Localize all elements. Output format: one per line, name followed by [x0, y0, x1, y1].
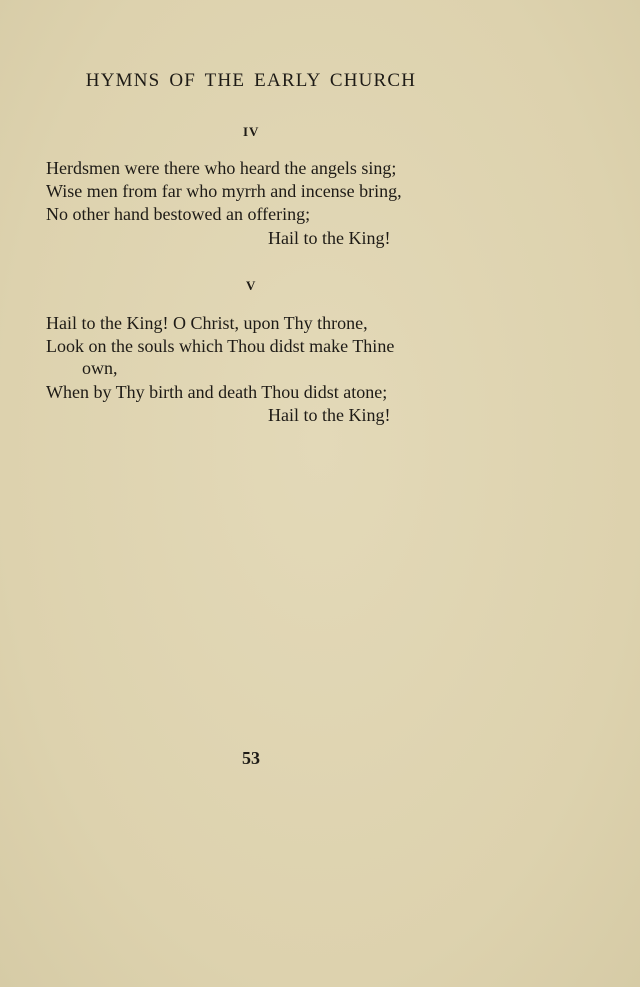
verse-line: Wise men from far who myrrh and incense bring,: [46, 181, 402, 201]
refrain-line: Hail to the King!: [268, 405, 391, 425]
verse-line: Herdsmen were there who heard the angels sing;: [46, 158, 397, 178]
verse-line: When by Thy birth and death Thou didst atone;: [46, 382, 388, 402]
page-number: 53: [242, 748, 260, 768]
verse-line: No other hand bestowed an offering;: [46, 204, 311, 224]
section-numeral-v: V: [246, 278, 257, 293]
section-numeral-iv: IV: [243, 124, 260, 139]
running-head: HYMNS OF THE EARLY CHURCH: [85, 70, 417, 91]
verse-line: Look on the souls which Thou didst make Thine: [46, 336, 395, 356]
verse-line: Hail to the King! O Christ, upon Thy throne,: [46, 313, 368, 333]
verse-line-continuation: own,: [82, 358, 118, 378]
refrain-line: Hail to the King!: [268, 228, 391, 248]
